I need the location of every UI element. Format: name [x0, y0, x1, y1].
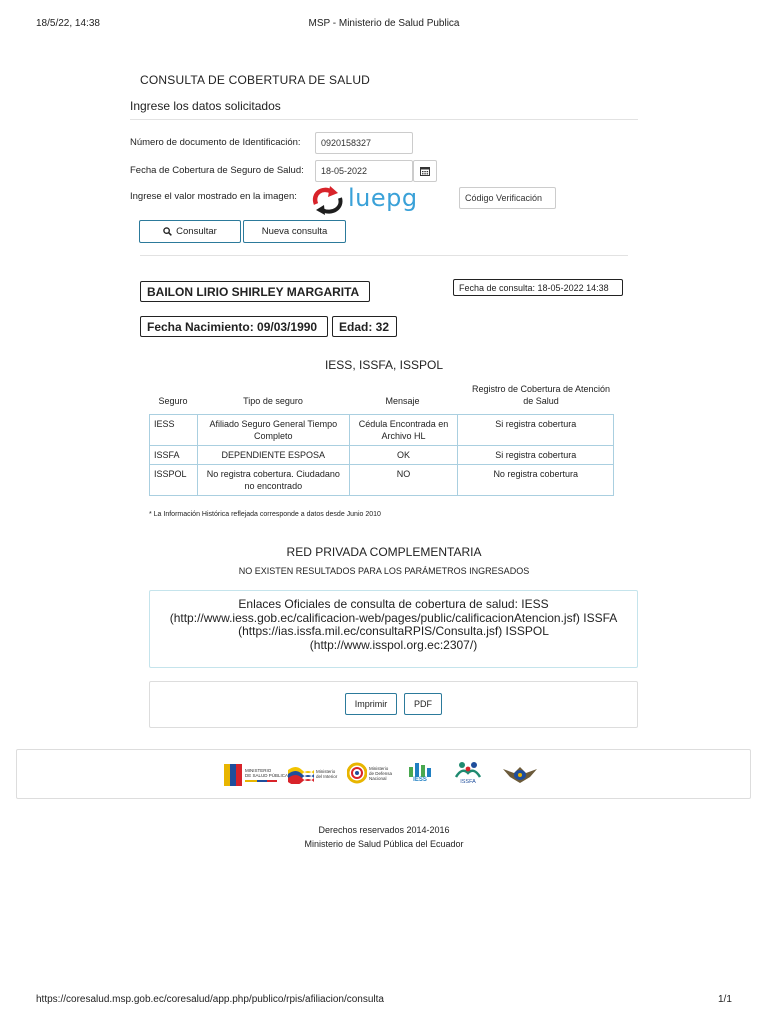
- birth-date: Fecha Nacimiento: 09/03/1990: [140, 316, 328, 337]
- page-title: CONSULTA DE COBERTURA DE SALUD: [140, 73, 371, 87]
- iess-logo-text: IESS: [413, 777, 427, 783]
- isspol-eagle-icon: [502, 761, 538, 787]
- print-datetime: 18/5/22, 14:38: [36, 18, 100, 29]
- consultar-button[interactable]: [139, 220, 241, 243]
- page-subtitle: Ingrese los datos solicitados: [130, 99, 281, 113]
- table-row: [150, 446, 614, 465]
- msp-logo-line: DE SALUD PÚBLICA: [245, 773, 289, 778]
- doc-number-input[interactable]: 0920158327: [315, 132, 413, 154]
- captcha-input[interactable]: Código Verificación: [459, 187, 556, 209]
- table-cell: OK: [349, 446, 458, 465]
- captcha-text: luepg: [348, 184, 418, 212]
- pdf-button[interactable]: PDF: [404, 693, 442, 715]
- iess-building-icon: [407, 761, 433, 777]
- consultar-label: Consultar: [176, 226, 217, 237]
- ministry-line: Ministerio de Salud Pública del Ecuador: [304, 839, 464, 849]
- column-header: Mensaje: [385, 396, 420, 406]
- table-cell: ISSFA: [150, 446, 198, 465]
- coverage-table: [149, 414, 614, 496]
- age: Edad: 32: [332, 316, 397, 337]
- table-cell: No registra cobertura. Ciudadano no encontrado: [197, 465, 349, 496]
- issfa-figures-icon: [454, 761, 482, 779]
- defensa-emblem-icon: [347, 762, 367, 784]
- issfa-logo-text: ISSFA: [460, 779, 476, 785]
- captcha-label: Ingrese el valor mostrado en la imagen:: [130, 191, 297, 202]
- table-cell: Si registra cobertura: [458, 446, 614, 465]
- no-results-message: NO EXISTEN RESULTADOS PARA LOS PARÁMETROS INGRESADOS: [238, 566, 530, 576]
- consult-date: Fecha de consulta: 18-05-2022 14:38: [453, 279, 623, 296]
- captcha-image: [310, 184, 420, 216]
- msp-logo: [224, 764, 288, 786]
- print-url: https://coresalud.msp.gob.ec/coresalud/app.php/publico/rpis/afiliacion/consulta: [36, 994, 384, 1005]
- history-note: * La Información Histórica reflejada corresponde a datos desde Junio 2010: [149, 511, 381, 518]
- defensa-logo-line: Ministerio: [369, 765, 389, 771]
- patient-name: BAILON LIRIO SHIRLEY MARGARITA: [140, 281, 370, 302]
- nueva-consulta-button[interactable]: Nueva consulta: [243, 220, 346, 243]
- search-icon: [163, 227, 172, 236]
- issfa-logo: [454, 761, 482, 785]
- table-cell: Afiliado Seguro General Tiempo Completo: [197, 415, 349, 446]
- divider: [130, 119, 638, 120]
- table-cell: IESS: [150, 415, 198, 446]
- table-cell: Cédula Encontrada en Archivo HL: [349, 415, 458, 446]
- official-links-panel: [149, 590, 638, 668]
- defensa-logo-line: de Defensa: [369, 770, 393, 776]
- institution-logos-bar: [16, 749, 751, 799]
- coverage-date-input[interactable]: 18-05-2022: [315, 160, 413, 182]
- red-privada-title: RED PRIVADA COMPLEMENTARIA: [286, 545, 482, 559]
- interior-logo-line: del Interior: [316, 774, 338, 779]
- msp-shield-icon: [224, 764, 242, 786]
- interior-logo: [288, 764, 337, 784]
- column-header: Tipo de seguro: [243, 396, 303, 406]
- defensa-logo-line: Nacional: [369, 775, 387, 781]
- table-cell: Si registra cobertura: [458, 415, 614, 446]
- copyright-line: Derechos reservados 2014-2016: [318, 825, 450, 835]
- interior-logo-line: Ministerio: [316, 769, 336, 774]
- column-header: Seguro: [158, 396, 188, 406]
- official-links-text: Enlaces Oficiales de consulta de cobertura de salud: IESS (http://www.iess.gob.ec/calificacion-web/pages/public/calificacionAtencion.jsf) ISSFA (https://ias.issfa.mil.ec/consultaRPIS/Consulta.jsf) ISSPOL (http://www.isspol.org.ec:2307/): [169, 597, 618, 652]
- date-label: Fecha de Cobertura de Seguro de Salud:: [130, 165, 304, 176]
- print-button[interactable]: Imprimir: [345, 693, 397, 715]
- divider: [140, 255, 628, 256]
- coverage-section-title: IESS, ISSFA, ISSPOL: [324, 358, 444, 372]
- table-cell: No registra cobertura: [458, 465, 614, 496]
- msp-logo-line: MINISTERIO: [245, 768, 272, 773]
- table-cell: ISSPOL: [150, 465, 198, 496]
- column-header: Registro de Cobertura de Atención de Salud: [471, 384, 611, 406]
- isspol-logo: [502, 761, 538, 787]
- calendar-button[interactable]: [413, 160, 437, 182]
- flag-wave-icon: [288, 764, 314, 784]
- table-row: [150, 415, 614, 446]
- print-page-title: MSP - Ministerio de Salud Publica: [308, 18, 460, 29]
- table-cell: NO: [349, 465, 458, 496]
- iess-logo: [407, 761, 433, 783]
- defensa-logo: [347, 762, 392, 784]
- print-page-number: 1/1: [718, 994, 732, 1005]
- doc-label: Número de documento de Identificación:: [130, 137, 301, 148]
- table-row: [150, 465, 614, 496]
- calendar-icon: [420, 166, 430, 176]
- table-cell: DEPENDIENTE ESPOSA: [197, 446, 349, 465]
